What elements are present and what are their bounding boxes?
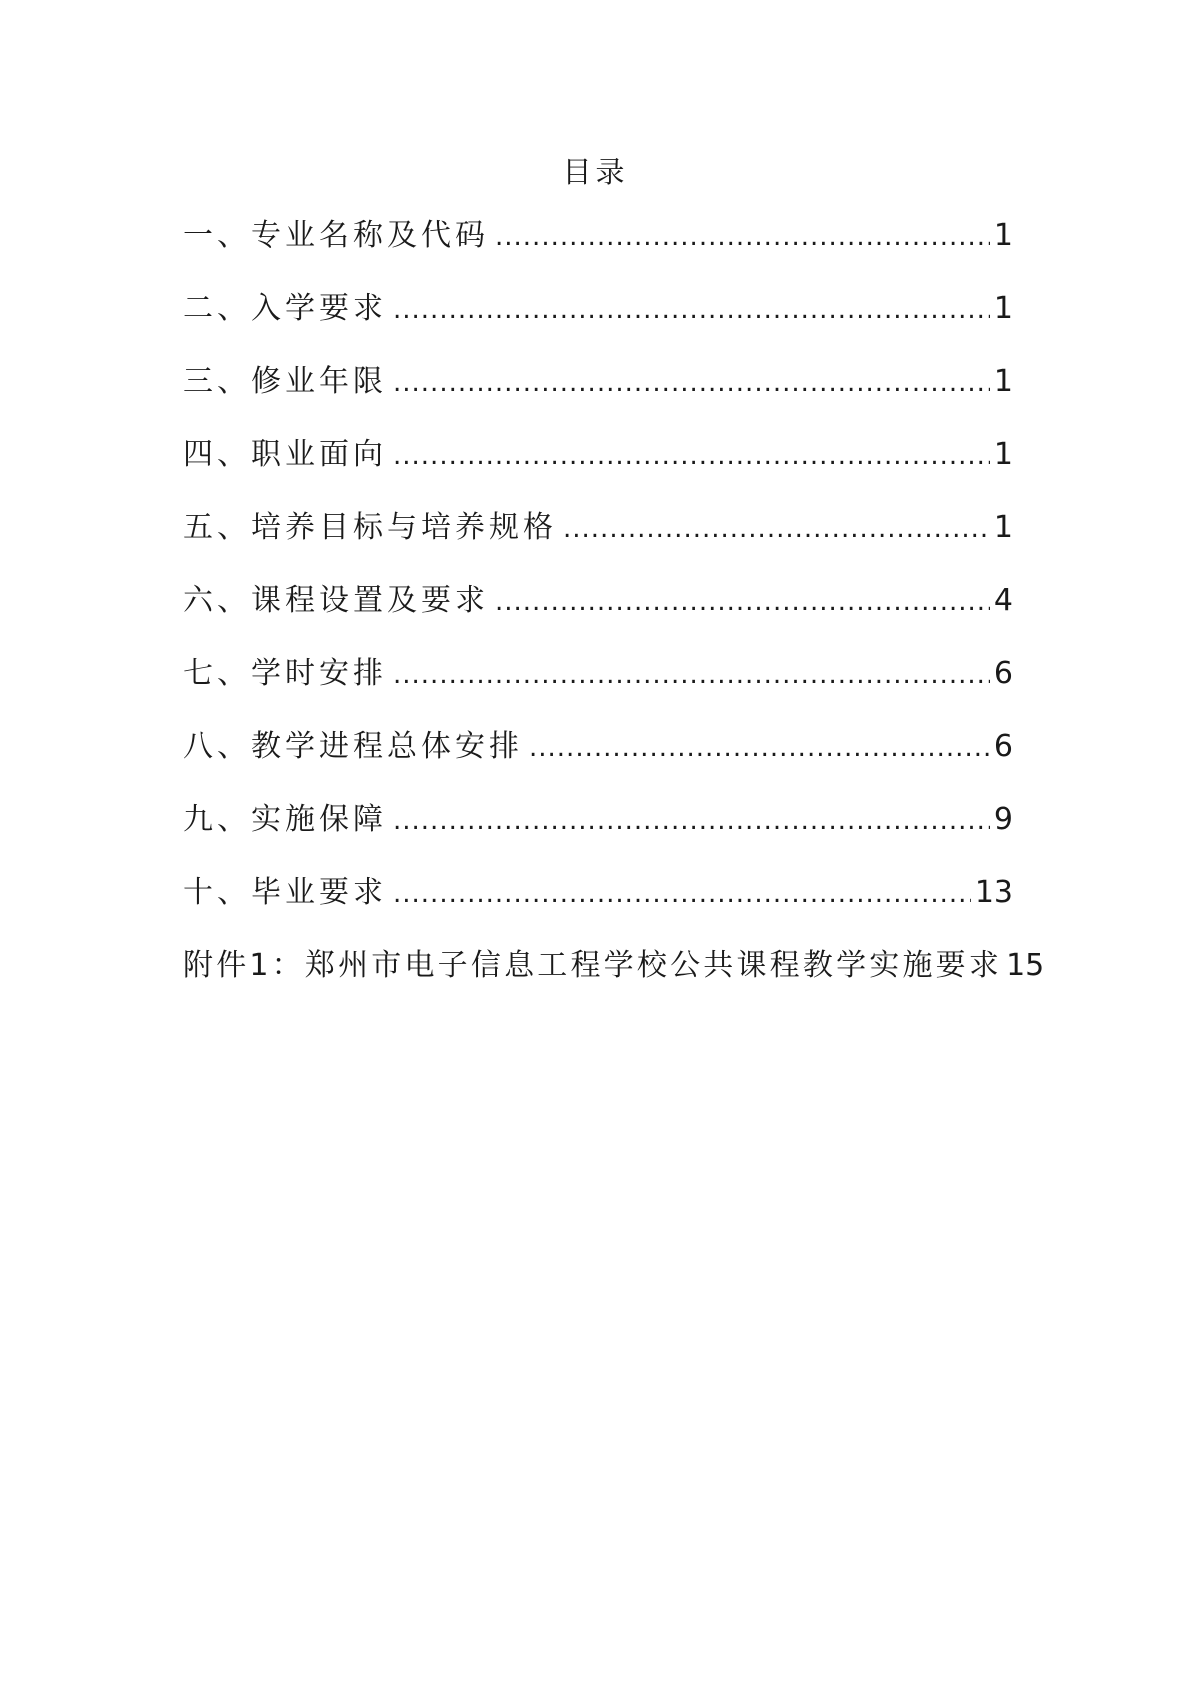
- toc-entry-label: 二、入学要求: [183, 291, 387, 326]
- toc-entry-page: 1: [993, 364, 1013, 399]
- toc-entry-label: 七、学时安排: [183, 656, 387, 691]
- toc-entry[interactable]: [183, 216, 1013, 289]
- toc-entry-appendix[interactable]: [183, 946, 1045, 1019]
- toc-entry-label: 四、职业面向: [183, 437, 387, 472]
- toc-list: [183, 216, 1045, 1019]
- toc-entry[interactable]: [183, 508, 1013, 581]
- toc-entry-label: 六、课程设置及要求: [183, 583, 489, 618]
- toc-entry[interactable]: [183, 800, 1013, 873]
- toc-entry-label: 五、培养目标与培养规格: [183, 510, 557, 545]
- toc-entry-page: 1: [993, 218, 1013, 253]
- toc-entry-label: 附件1：郑州市电子信息工程学校公共课程教学实施要求: [183, 948, 1003, 983]
- toc-entry-page: 1: [993, 510, 1013, 545]
- toc-dot-leader: [393, 801, 990, 841]
- toc-dot-leader: [393, 290, 990, 330]
- toc-entry-page: 1: [993, 291, 1013, 326]
- toc-entry-page: 15: [1006, 948, 1045, 983]
- toc-entry-label: 十、毕业要求: [183, 875, 387, 910]
- toc-entry-page: 4: [993, 583, 1013, 618]
- toc-entry[interactable]: [183, 435, 1013, 508]
- toc-entry[interactable]: [183, 581, 1013, 654]
- toc-dot-leader: [393, 655, 990, 695]
- toc-entry[interactable]: [183, 873, 1013, 946]
- toc-title: 目录: [562, 155, 629, 189]
- toc-entry-page: 1: [993, 437, 1013, 472]
- toc-entry-label: 八、教学进程总体安排: [183, 729, 523, 764]
- toc-entry-label: 九、实施保障: [183, 802, 387, 837]
- toc-dot-leader: [529, 728, 990, 768]
- toc-entry[interactable]: [183, 289, 1013, 362]
- toc-entry-label: 三、修业年限: [183, 364, 387, 399]
- toc-dot-leader: [495, 217, 990, 257]
- toc-entry[interactable]: [183, 654, 1013, 727]
- toc-dot-leader: [393, 363, 990, 403]
- toc-entry-page: 9: [993, 802, 1013, 837]
- toc-entry[interactable]: [183, 362, 1013, 435]
- toc-entry-page: 6: [993, 656, 1013, 691]
- toc-entry-page: 6: [993, 729, 1013, 764]
- toc-entry-label: 一、专业名称及代码: [183, 218, 489, 253]
- toc-dot-leader: [495, 582, 990, 622]
- toc-dot-leader: [393, 436, 990, 476]
- toc-entry-page: 13: [974, 875, 1013, 910]
- toc-dot-leader: [563, 509, 990, 549]
- toc-dot-leader: [393, 874, 971, 914]
- toc-entry[interactable]: [183, 727, 1013, 800]
